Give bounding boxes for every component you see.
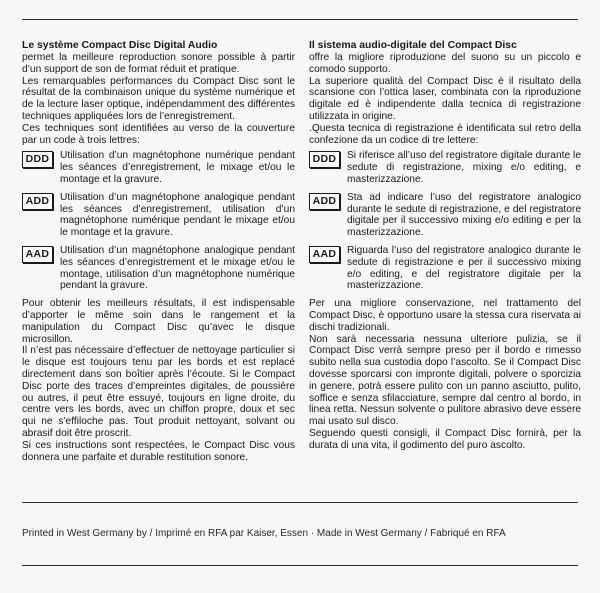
italian-title: Il sistema audio-digitale del Compact Disc [309, 40, 517, 51]
ddd-badge: DDD [22, 151, 53, 168]
italian-code-aad-text: Riguarda l’uso del registratore analogico durante le sedute di registrazione e per il successivo mixing e/o editing, e del registratore digitale per la masterizzazione. [347, 244, 581, 292]
printing-footer: Printed in West Germany by / Imprimé en RFA par Kaiser, Essen · Made in West Germany / Fabriqué en RFA [22, 528, 506, 539]
french-column [22, 40, 295, 463]
top-rule [22, 19, 578, 20]
italian-code-ddd [309, 150, 581, 185]
french-intro: permet la meilleure reproduction sonore possible à partir d’un support de son de format réduit et pratique. [22, 52, 295, 75]
italian-code-ddd-text: Si riferisce all’uso del registratore digitale durante le sedute di registrazione, mixing e/o editing, e masterizzazione. [347, 150, 581, 185]
italian-paragraph-code-intro: .Questa tecnica di registrazione è identificata sul retro della confezione da un codice di tre lettere: [309, 122, 581, 146]
french-code-add [22, 192, 295, 239]
french-paragraph-closing: Si ces instructions sont respectées, le Compact Disc vous donnera une parfaite et durable restitution sonore. [22, 439, 295, 463]
french-paragraph-care: Pour obtenir les meilleurs résultats, il est indispensable d’apporter le même soin dans le rangement et la manipulation du Compact Disc qu’avec le disque microsillon. [22, 298, 295, 345]
french-paragraph-code-intro: Ces techniques sont identifiées au verso de la couverture par un code à trois lettres: [22, 122, 295, 146]
aad-badge: AAD [22, 246, 53, 263]
italian-column [309, 40, 581, 452]
bottom-rule [22, 565, 578, 566]
french-code-ddd [22, 150, 295, 185]
aad-badge: AAD [309, 246, 340, 263]
italian-intro: offre la migliore riproduzione del suono su un piccolo e comodo supporto. [309, 52, 581, 75]
french-paragraph-performance: Les remarquables performances du Compact Disc sont le résultat de la combinaison unique du système numérique et de la lecture laser optique, indépendamment des différentes techniques appliquées lors de l’enregistrement. [22, 75, 295, 122]
ddd-badge: DDD [309, 151, 340, 168]
italian-code-add [309, 192, 581, 239]
french-code-ddd-text: Utilisation d’un magnétophone numérique pendant les séances d’enregistrement, le mixage et/ou le montage et la gravure. [60, 150, 295, 185]
french-code-aad [22, 245, 295, 292]
italian-paragraph-closing: Seguendo questi consigli, il Compact Disc fornirà, per la durata di una vita, il godimento del puro ascolto. [309, 427, 581, 451]
french-code-aad-text: Utilisation d’un magnétophone analogique pendant les séances d’enregistrement et le mixage et/ou le montage, utilisation d’un magnétophone numérique pendant la gravure. [60, 244, 295, 292]
add-badge: ADD [309, 193, 340, 210]
french-title: Le système Compact Disc Digital Audio [22, 40, 218, 51]
french-code-add-text: Utilisation d’un magnétophone analogique pendant les séances d’enregistrement, utilisation d’un magnétophone numérique pendant le mixage et/ou le montage et la gravure. [60, 191, 295, 239]
italian-paragraph-cleaning: Non sarà necessaria nessuna ulteriore pulizia, se il Compact Disc verrà sempre preso per il bordo e rimesso subito nella sua custodia dopo l’ascolto. Se il Compact Disc dovesse sporcarsi con impronte digitali, polvere o sporcizia in genere, potrà essere pulito con un panno asciutto, pulito, soffice e senza sfilacciature, sempre dal centro al bordo, in linea retta. Nessun solvente o pulitore abrasivo deve essere mai usato sul disco. [309, 333, 581, 428]
italian-code-aad [309, 245, 581, 292]
middle-rule [22, 502, 578, 503]
add-badge: ADD [22, 193, 53, 210]
french-paragraph-cleaning: Il n’est pas nécessaire d’effectuer de nettoyage particulier si le disque est toujours tenu par les bords et est replacé directement dans son boîtier après l’écoute. Si le Compact Disc porte des traces d’empreintes digitales, de poussière ou autres, il peut être essuyé, toujours en ligne droite, du centre vers les bords, avec un chiffon propre, doux et sec qui ne s’effiloche pas. Tout produit nettoyant, solvant ou abrasif doit être proscrit. [22, 345, 295, 439]
italian-paragraph-care: Per una migliore conservazione, nel trattamento del Compact Disc, è opportuno usare la stessa cura riservata ai dischi tradizionali. [309, 298, 581, 333]
italian-paragraph-quality: La superiore qualità del Compact Disc è il risultato della scansione con l’ottica laser, combinata con la riproduzione digitale ed è indipendente dalla tecnica di registrazione utilizzata in origine. [309, 75, 581, 122]
italian-code-add-text: Sta ad indicare l’uso del registratore analogico durante le sedute di registrazione, e del registratore digitale per il successivo mixing e/o editing e per la masterizzazione. [347, 191, 581, 239]
